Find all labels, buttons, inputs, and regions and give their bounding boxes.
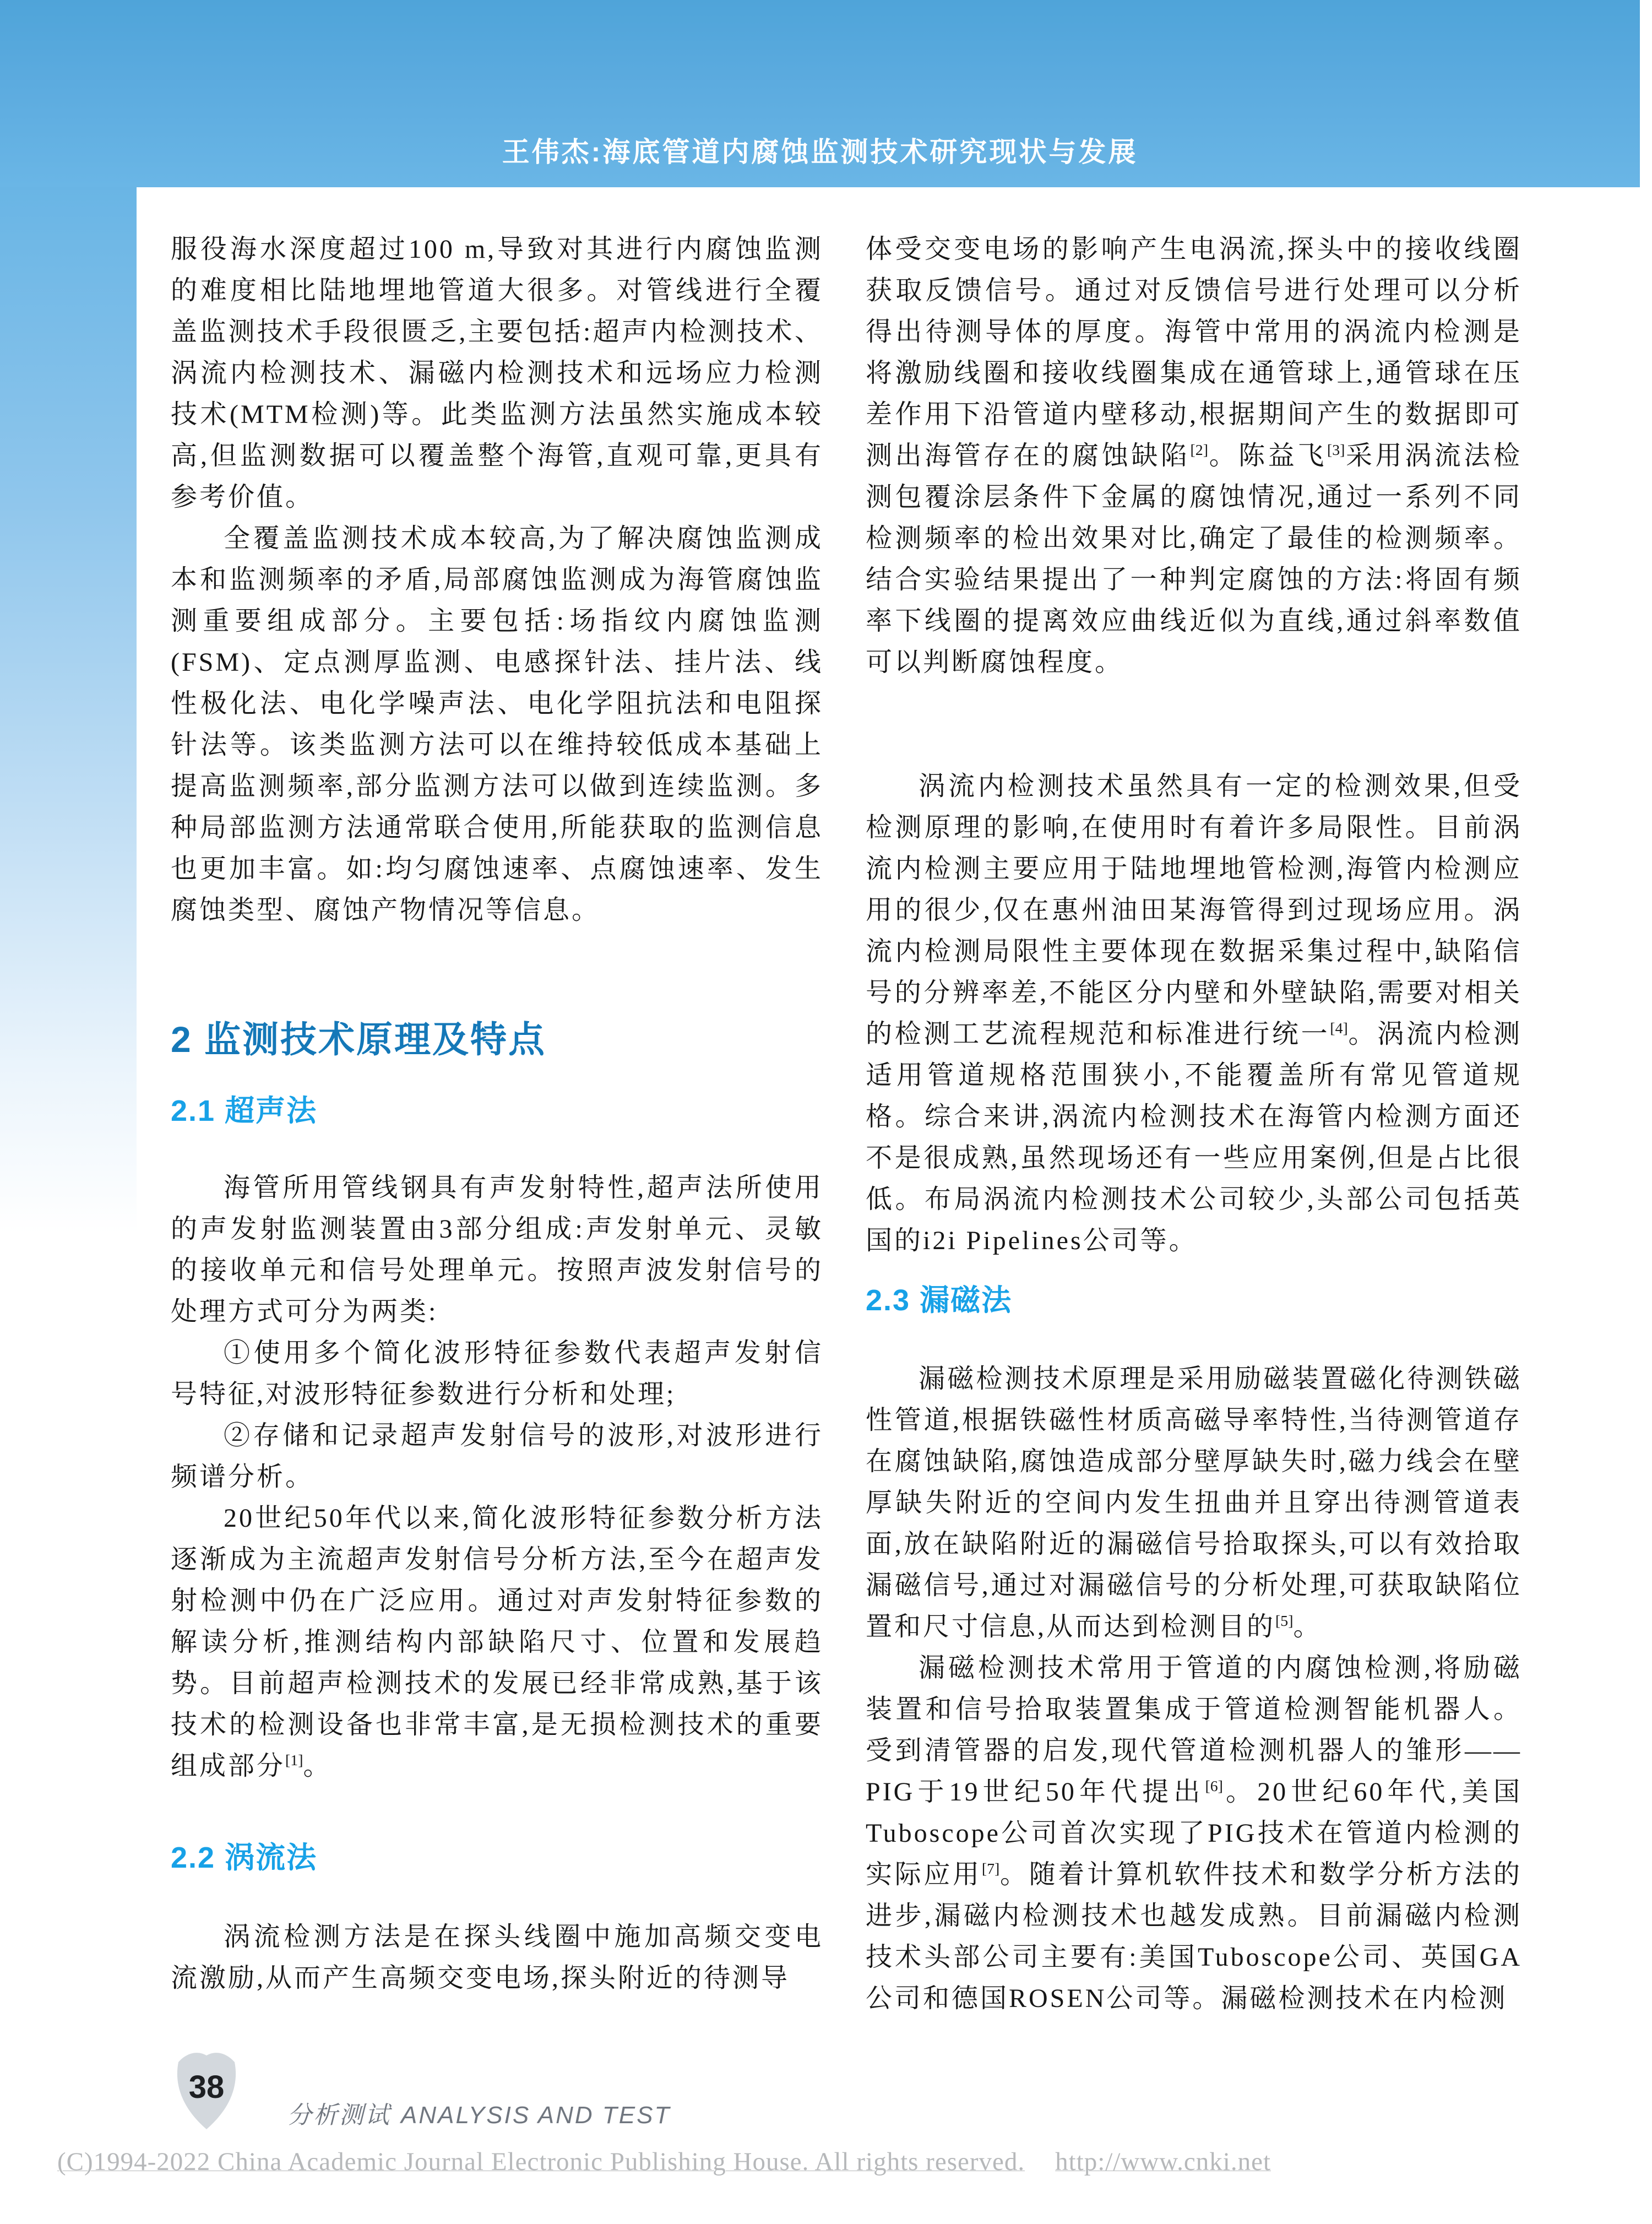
section-heading-2: 2 监测技术原理及特点	[171, 1019, 547, 1060]
journal-name-en: ANALYSIS AND TEST	[401, 2102, 671, 2129]
running-head-title: 王伟杰:海底管道内腐蚀监测技术研究现状与发展	[502, 137, 1138, 167]
paragraph: 涡流检测方法是在探头线圈中施加高频交变电流激励,从而产生高频交变电场,探头附近的待测导	[171, 1922, 823, 1993]
paragraph: 漏磁检测技术常用于管道的内腐蚀检测,将励磁装置和信号拾取装置集成于管道检测智能机器人。受到清管器的启发,现代管道检测机器人的雏形——PIG于19世纪50年代提出[6]。20世纪60年代,美国Tuboscope公司首次实现了PIG技术在管道内检测的实际应用[7]。随着计算机软件技术和数学分析方法的进步,漏磁内检测技术也越发成熟。目前漏磁内检测技术头部公司主要有:美国Tuboscope公司、英国GA公司和德国ROSEN公司等。漏磁检测技术在内检测	[866, 1653, 1522, 2014]
subsection-heading-2-2: 2.2 涡流法	[171, 1841, 318, 1875]
copyright-line	[57, 2147, 1271, 2177]
paragraph: 服役海水深度超过100 m,导致对其进行内腐蚀监测的难度相比陆地埋地管道大很多。对管线进行全覆盖监测技术手段很匮乏,主要包括:超声内检测技术、涡流内检测技术、漏磁内检测技术和远场应力检测技术(MTM检测)等。此类监测方法虽然实施成本较高,但监测数据可以覆盖整个海管,直观可靠,更具有参考价值。	[171, 235, 823, 512]
paragraph: 海管所用管线钢具有声发射特性,超声法所使用的声发射监测装置由3部分组成:声发射单元、灵敏的接收单元和信号处理单元。按照声波发射信号的处理方式可分为两类:	[171, 1173, 823, 1327]
paragraph: 漏磁检测技术原理是采用励磁装置磁化待测铁磁性管道,根据铁磁性材质高磁导率特性,当待测管道存在腐蚀缺陷,腐蚀造成部分壁厚缺失时,磁力线会在壁厚缺失附近的空间内发生扭曲并且穿出待测管道表面,放在缺陷附近的漏磁信号拾取探头,可以有效拾取漏磁信号,通过对漏磁信号的分析处理,可获取缺陷位置和尺寸信息,从而达到检测目的[5]。	[866, 1364, 1522, 1642]
left-gradient-strip	[0, 187, 137, 1234]
paragraph: 20世纪50年代以来,简化波形特征参数分析方法逐渐成为主流超声发射信号分析方法,至今在超声发射检测中仍在广泛应用。通过对声发射特征参数的解读分析,推测结构内部缺陷尺寸、位置和发展趋势。目前超声检测技术的发展已经非常成熟,基于该技术的检测设备也非常丰富,是无损检测技术的重要组成部分[1]。	[171, 1504, 823, 1781]
right-column	[866, 229, 1522, 2019]
cnki-url: http://www.cnki.net	[1055, 2147, 1271, 2176]
paragraph: 涡流内检测技术虽然具有一定的检测效果,但受检测原理的影响,在使用时有着许多局限性。目前涡流内检测主要应用于陆地埋地管检测,海管内检测应用的很少,仅在惠州油田某海管得到过现场应用。涡流内检测局限性主要体现在数据采集过程中,缺陷信号的分辨率差,不能区分内壁和外壁缺陷,需要对相关的检测工艺流程规范和标准进行统一[4]。涡流内检测适用管道规格范围狭小,不能覆盖所有常见管道规格。综合来讲,涡流内检测技术在海管内检测方面还不是很成熟,虽然现场还有一些应用案例,但是占比很低。布局涡流内检测技术公司较少,头部公司包括英国的i2i Pipelines公司等。	[866, 772, 1522, 1255]
paragraph: ②存储和记录超声发射信号的波形,对波形进行频谱分析。	[171, 1421, 823, 1492]
page-number-badge	[172, 2050, 241, 2133]
paragraph: 体受交变电场的影响产生电涡流,探头中的接收线圈获取反馈信号。通过对反馈信号进行处理可以分析得出待测导体的厚度。海管中常用的涡流内检测是将激励线圈和接收线圈集成在通管球上,通管球在压差作用下沿管道内壁移动,根据期间产生的数据即可测出海管存在的腐蚀缺陷[2]。陈益飞[3]采用涡流法检测包覆涂层条件下金属的腐蚀情况,通过一系列不同检测频率的检出效果对比,确定了最佳的检测频率。结合实验结果提出了一种判定腐蚀的方法:将固有频率下线圈的提离效应曲线近似为直线,通过斜率数值可以判断腐蚀程度。	[866, 235, 1522, 677]
copyright-text: (C)1994-2022 China Academic Journal Electronic Publishing House. All rights reserved.	[57, 2147, 1025, 2176]
journal-footer	[287, 2095, 671, 2130]
journal-name-cn: 分析测试	[287, 2102, 391, 2129]
paragraph: ①使用多个简化波形特征参数代表超声发射信号特征,对波形特征参数进行分析和处理;	[171, 1338, 823, 1409]
left-column	[171, 229, 823, 1999]
paragraph: 全覆盖监测技术成本较高,为了解决腐蚀监测成本和监测频率的矛盾,局部腐蚀监测成为海管腐蚀监测重要组成部分。主要包括:场指纹内腐蚀监测(FSM)、定点测厚监测、电感探针法、挂片法、线性极化法、电化学噪声法、电化学阻抗法和电阻探针法等。该类监测方法可以在维持较低成本基础上提高监测频率,部分监测方法可以做到连续监测。多种局部监测方法通常联合使用,所能获取的监测信息也更加丰富。如:均匀腐蚀速率、点腐蚀速率、发生腐蚀类型、腐蚀产物情况等信息。	[171, 524, 823, 925]
subsection-heading-2-3: 2.3 漏磁法	[866, 1284, 1013, 1317]
subsection-heading-2-1: 2.1 超声法	[171, 1094, 318, 1127]
page-number: 38	[188, 2069, 225, 2105]
